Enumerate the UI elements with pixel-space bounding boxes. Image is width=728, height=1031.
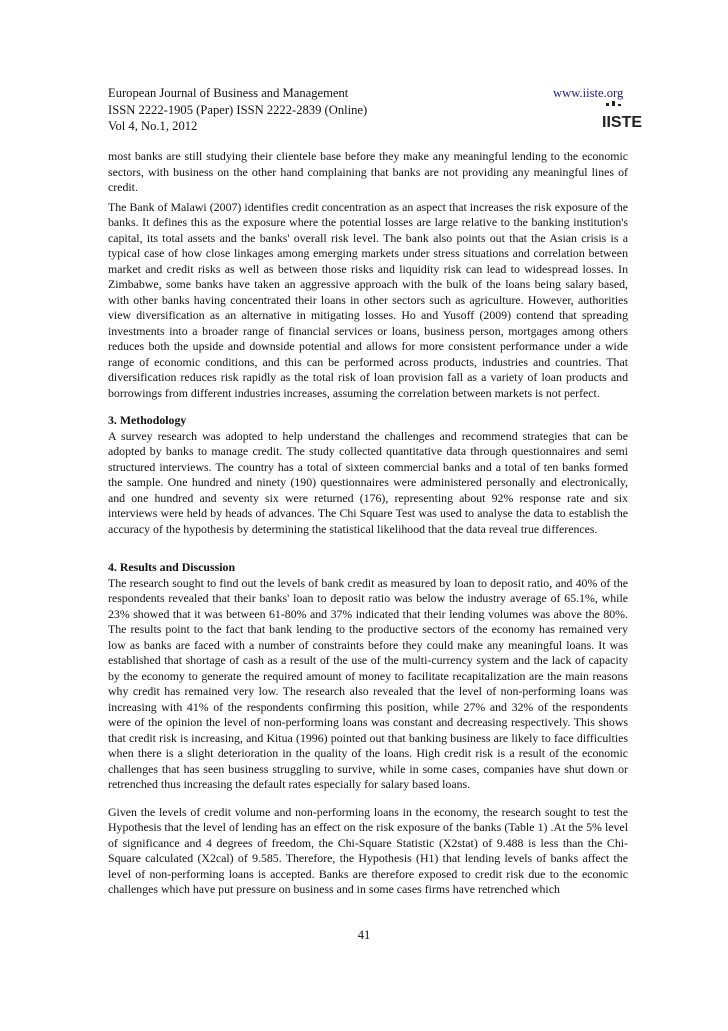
article-body [108,149,628,902]
issn-line: ISSN 2222-1905 (Paper) ISSN 2222-2839 (Online) [108,102,368,117]
journal-header [108,85,628,135]
paragraph-methodology: A survey research was adopted to help understand the challenges and recommend strategies that can be adopted by banks to manage credit. The study collected quantitative data through questionnaires and semi structured interviews. The country has a total of sixteen commercial banks and a total of ten banks formed the sample. One hundred and ninety (190) questionnaires were administered personally and electronically, and one hundred and seventy six were returned (176), representing about 92% response rate and six interviews were held by heads of advances. The Chi Square Test was used to analyse the data to establish the accuracy of the hypothesis by determining the statistical likelihood that the data reveal true differences. [108,428,628,536]
paragraph-results: The research sought to find out the levels of bank credit as measured by loan to deposit ratio, and 40% of the respondents revealed that their banks' loan to deposit ratio was below the industry average of 65.1%, while 23% showed that it was between 61-80% and 37% indicated that their lending volumes was above the 80%. The results point to the fact that bank lending to the productive sectors of the economy has remained very low as banks are faced with a number of constraints before they could make any meaningful loans. It was established that shortage of cash as a result of the use of the multi-currency system and the lack of capacity by the economy to generate the required amount of money to facilitate recapitalization are the main reasons why credit has remained very low. The research also revealed that the level of non-performing loans was increasing with 41% of the respondents confirming this position, while 27% and 32% of the respondents were of the opinion the level of non-performing loans was constant and decreasing respectively. This shows that credit risk is increasing, and Kitua (1996) pointed out that banking business are likely to face difficulties when there is a slight deterioration in the quality of the loans. High credit risk is a result of the economic challenges that has seen business struggling to survive, while in some cases, companies have shut down or retrenched thus increasing the default rates especially for salary based loans. [108,575,628,791]
logo-text: IISTE [602,114,643,131]
journal-url-link[interactable]: www.iiste.org [553,86,624,100]
page-number: 41 [357,928,371,942]
section-heading-methodology: 3. Methodology [108,413,187,427]
paragraph-intro-continuation: most banks are still studying their clientele base before they make any meaningful lending to the economic sectors, with business on the other hand complaining that banks are not providing any meaningful lines of credit. [108,149,628,194]
section-heading-results: 4. Results and Discussion [108,560,236,574]
paragraph-bank-of-malawi: The Bank of Malawi (2007) identifies credit concentration as an aspect that increases the risk exposure of the banks. It defines this as the exposure where the potential losses are large relative to the banking institution's capital, its total assets and the banks' overall risk level. The bank also points out that the Asian crisis is a typical case of how close linkages among emerging markets under stress situations and correlation between market and credit risks as well as between those risks and liquidity risk can lead to widespread losses. In Zimbabwe, some banks have taken an aggressive approach with the bulk of the loans being salary based, with other banks having concentrated their loans in other sectors such as agriculture. However, authorities view diversification as an alternative in mitigating losses. Ho and Yusoff (2009) contend that spreading investments into a broader range of financial services or loans, business person, mortgages among others reduces both the upside and downside potential and allows for more consistent performance under a wide range of economic conditions, and this can be performed across products, industries and countries. That diversification reduces risk rapidly as the total risk of loan provision fall as a variety of loan products and borrowings from different industries increases, assuming the correlation between markets is not perfect. [108,199,628,400]
paragraph-hypothesis: Given the levels of credit volume and non-performing loans in the economy, the research sought to test the Hypothesis that the level of lending has an effect on the risk exposure of the banks (Table 1) .At the 5% level of significance and 4 degrees of freedom, the Chi-Square Statistic (X2stat) of 9.488 is less than the Chi-Square calculated (X2cal) of 9.585. Therefore, the Hypothesis (H1) that lending levels of banks affect the level of non-performing loans is accepted. Banks are therefore exposed to credit risk due to the economic challenges which have put pressure on business and in some cases firms have retrenched which [108,804,628,896]
volume-line: Vol 4, No.1, 2012 [108,119,198,133]
iiste-logo [566,101,643,131]
journal-title: European Journal of Business and Management [108,86,349,100]
